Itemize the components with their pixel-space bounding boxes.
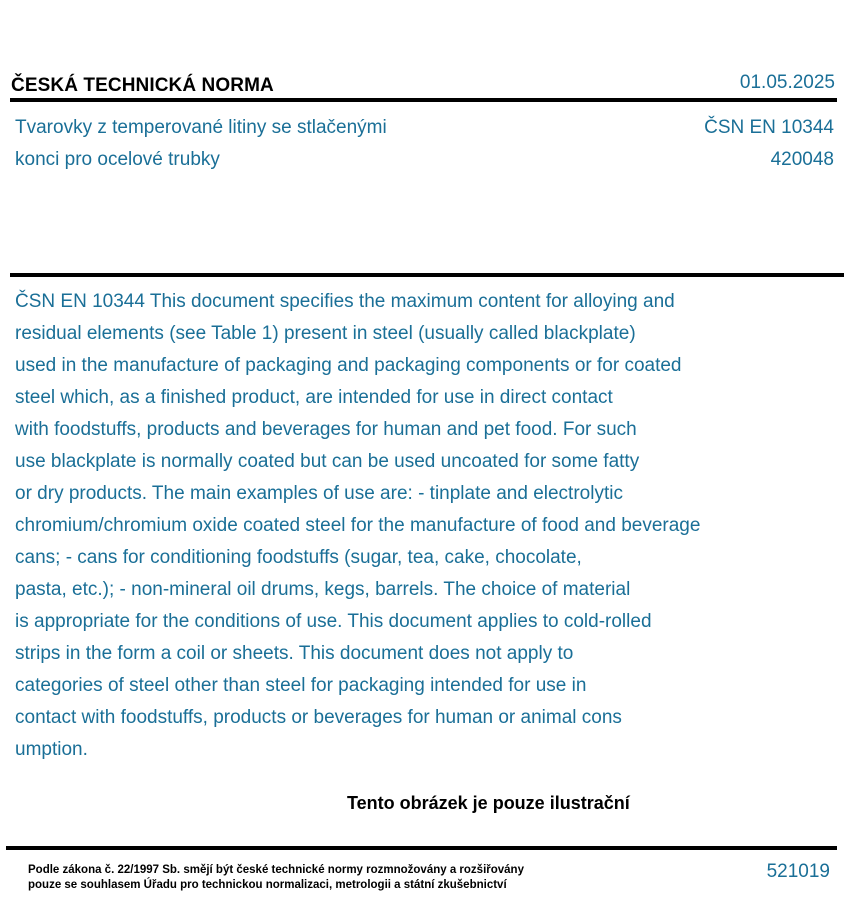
abstract-line: cans; - cans for conditioning foodstuffs (sugar, tea, cake, chocolate,	[15, 547, 582, 568]
header-divider	[10, 98, 837, 102]
abstract-line: use blackplate is normally coated but can be used uncoated for some fatty	[15, 451, 640, 472]
abstract-line: residual elements (see Table 1) present in steel (usually called blackplate)	[15, 323, 636, 344]
legal-notice-line-2: pouze se souhlasem Úřadu pro technickou normalizaci, metrologii a státní zkušebnictví	[28, 879, 507, 891]
abstract-line: with foodstuffs, products and beverages for human and pet food. For such	[15, 419, 637, 440]
abstract-line: chromium/chromium oxide coated steel for the manufacture of food and beverage	[15, 515, 701, 536]
abstract-line: used in the manufacture of packaging and packaging components or for coated	[15, 355, 682, 376]
abstract-line: or dry products. The main examples of use are: - tinplate and electrolytic	[15, 483, 623, 504]
footer-divider	[6, 846, 837, 850]
abstract-line: umption.	[15, 739, 88, 760]
footer-code: 521019	[766, 861, 830, 882]
abstract-line: steel which, as a finished product, are intended for use in direct contact	[15, 387, 613, 408]
abstract-line: ČSN EN 10344 This document specifies the maximum content for alloying and	[15, 291, 675, 312]
norm-label: ČESKÁ TECHNICKÁ NORMA	[11, 75, 274, 96]
standard-code: ČSN EN 10344	[704, 117, 834, 138]
title-divider	[10, 273, 844, 277]
document-title-line-1: Tvarovky z temperované litiny se stlačenými	[15, 117, 387, 138]
issue-date: 01.05.2025	[739, 72, 835, 93]
class-number: 420048	[770, 149, 834, 170]
abstract-line: strips in the form a coil or sheets. This document does not apply to	[15, 643, 574, 664]
document-title-line-2: konci pro ocelové trubky	[15, 149, 220, 170]
legal-notice-line-1: Podle zákona č. 22/1997 Sb. smějí být české technické normy rozmnožovány a rozšiřovány	[28, 864, 524, 876]
abstract-line: categories of steel other than steel for packaging intended for use in	[15, 675, 587, 696]
abstract-line: pasta, etc.); - non-mineral oil drums, kegs, barrels. The choice of material	[15, 579, 631, 600]
illustration-note: Tento obrázek je pouze ilustrační	[347, 793, 630, 813]
abstract-line: contact with foodstuffs, products or beverages for human or animal cons	[15, 707, 622, 728]
abstract-line: is appropriate for the conditions of use. This document applies to cold-rolled	[15, 611, 652, 632]
